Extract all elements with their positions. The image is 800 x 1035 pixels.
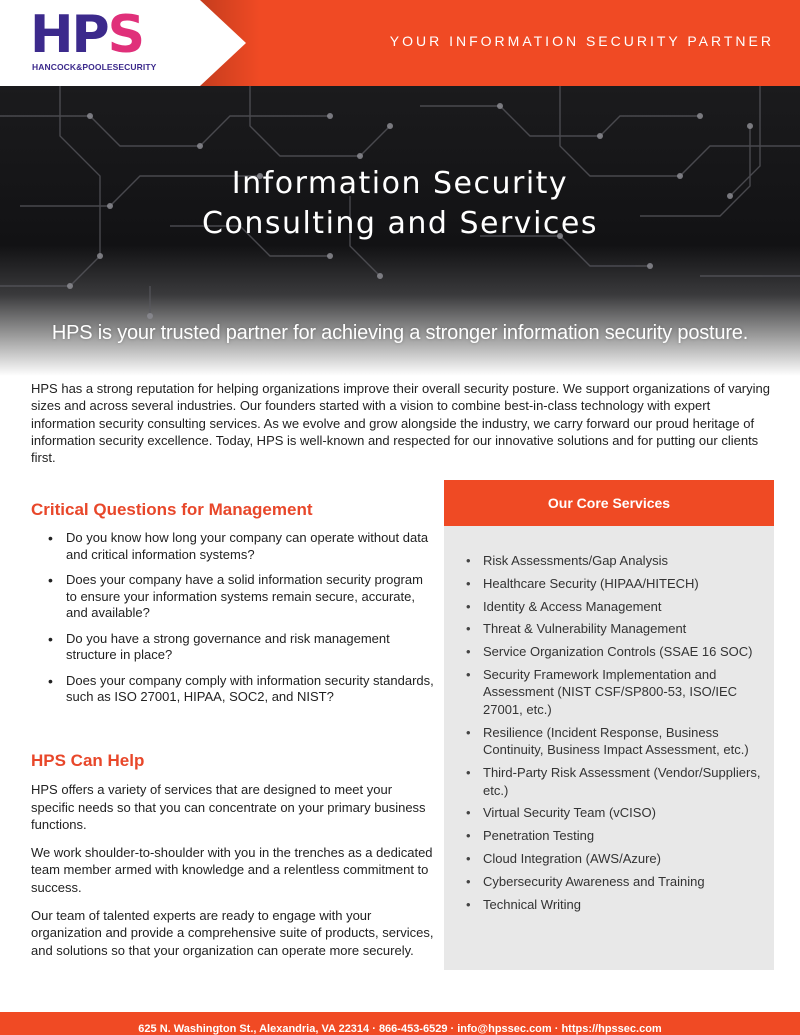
service-item: • Cybersecurity Awareness and Training <box>464 873 764 891</box>
service-item: • Threat & Vulnerability Management <box>464 620 764 638</box>
footer-contact: 625 N. Washington St., Alexandria, VA 22314 · 866-453-6529 · info@hpssec.com · https://hpssec.com <box>0 1012 800 1035</box>
page-title <box>0 164 800 244</box>
hero-tagline: HPS is your trusted partner for achieving a stronger information security posture. <box>51 322 749 344</box>
intro-paragraph: HPS has a strong reputation for helping organizations improve their overall security posture. We support organizations of varying sizes and across several industries. Our founders started with a vision to combine best-in-class technology with expert information security consulting services. As we evolve and grow alongside the industry, we carry forward our proud heritage of information security excellence. Today, HPS is well-known and respected for our innovative solutions and for putting our clients first. <box>31 381 770 466</box>
services-list <box>464 552 764 918</box>
questions-list <box>44 530 434 715</box>
help-paragraph: We work shoulder-to-shoulder with you in the trenches as a dedicated team member armed with knowledge and a relentless commitment to success. <box>31 844 433 895</box>
service-item: • Service Organization Controls (SSAE 16 SOC) <box>464 643 764 661</box>
service-item: • Technical Writing <box>464 896 764 914</box>
service-item: • Risk Assessments/Gap Analysis <box>464 552 764 570</box>
list-item: • Do you have a strong governance and risk management structure in place? <box>44 631 434 664</box>
help-paragraph: HPS offers a variety of services that are designed to meet your specific needs so that you can concentrate on your primary business functions. <box>31 782 426 833</box>
header-tagline: YOUR INFORMATION SECURITY PARTNER <box>389 33 774 49</box>
service-item: • Cloud Integration (AWS/Azure) <box>464 850 764 868</box>
list-item: • Does your company comply with information security standards, such as ISO 27001, HIPAA, SOC2, and NIST? <box>44 673 434 706</box>
list-item: • Do you know how long your company can operate without data and critical information systems? <box>44 530 434 563</box>
service-item: • Third-Party Risk Assessment (Vendor/Suppliers, etc.) <box>464 764 764 799</box>
service-item: • Security Framework Implementation and Assessment (NIST CSF/SP800-53, ISO/IEC 27001, etc.) <box>464 666 764 719</box>
service-item: • Penetration Testing <box>464 827 764 845</box>
service-item: • Identity & Access Management <box>464 598 764 616</box>
service-item: • Virtual Security Team (vCISO) <box>464 804 764 822</box>
help-heading: HPS Can Help <box>31 751 145 770</box>
logo-text: HPS <box>30 5 144 65</box>
hero-banner <box>0 86 800 376</box>
service-item: • Resilience (Incident Response, Business Continuity, Business Impact Assessment, etc.) <box>464 724 764 759</box>
service-item: • Healthcare Security (HIPAA/HITECH) <box>464 575 764 593</box>
questions-heading: Critical Questions for Management <box>31 500 313 519</box>
logo-subtitle: HANCOCK&POOLESECURITY <box>32 62 157 72</box>
logo-arrow <box>200 0 246 86</box>
list-item: • Does your company have a solid information security program to ensure your information systems remain secure, accurate, and available? <box>44 572 434 622</box>
logo[interactable] <box>0 0 200 86</box>
logo-mark <box>30 5 144 65</box>
core-services-panel <box>444 480 774 970</box>
help-paragraph: Our team of talented experts are ready to engage with your organization and provide a comprehensive suite of products, services, and solutions so that your organization can operate more securely. <box>31 907 434 958</box>
core-services-heading: Our Core Services <box>444 480 774 526</box>
logo-letter: S <box>107 5 144 65</box>
page-title-line-1: Information Security <box>231 166 569 201</box>
help-text <box>31 781 436 969</box>
page-title-line-2: Consulting and Services <box>202 206 598 241</box>
